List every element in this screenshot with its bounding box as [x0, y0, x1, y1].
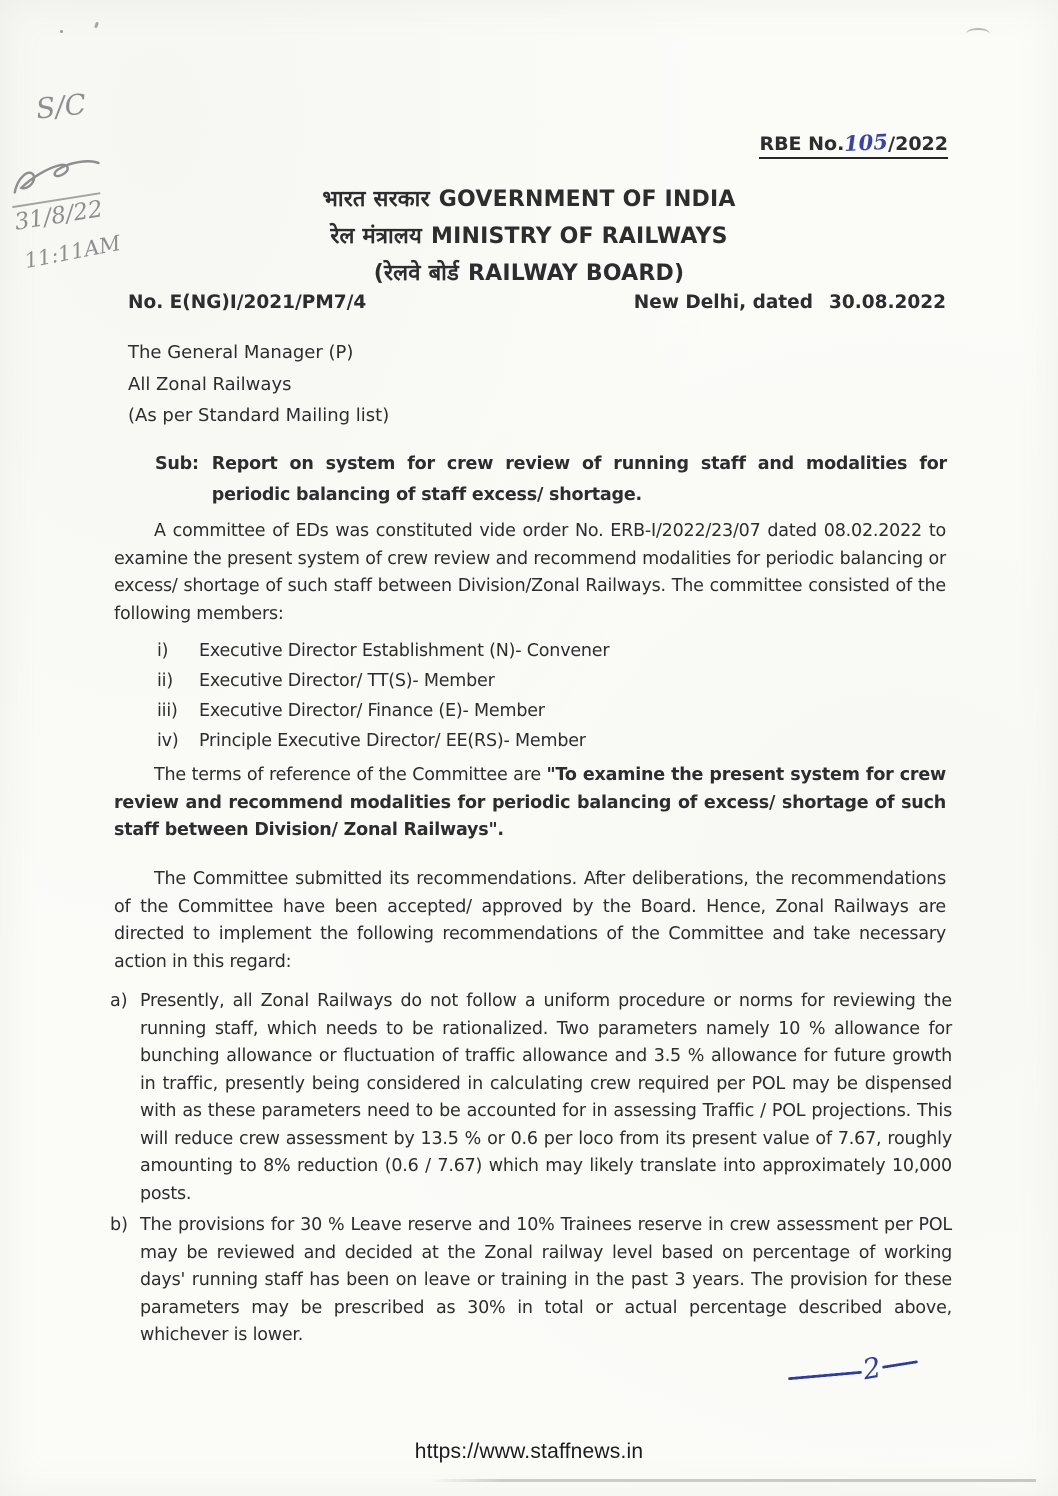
- paragraph-committee-constituted: A committee of EDs was constituted vide order No. ERB-I/2022/23/07 dated 08.02.2022 to examine the present system of crew review and recommend modalities for periodic balancing or excess/ shortage of such staff between Division/Zonal Railways. The committee consisted of the following members:: [114, 521, 946, 624]
- handwritten-page-number: [788, 1352, 918, 1385]
- ministry-of-railways-english: MINISTRY OF RAILWAYS: [430, 224, 728, 249]
- letter-date: 30.08.2022: [828, 292, 946, 313]
- scan-artifact-line: [430, 1479, 1036, 1482]
- place-dated: New Delhi, dated: [633, 292, 813, 313]
- member-item: [157, 726, 609, 756]
- handwritten-sc-mark: S/C: [34, 87, 88, 126]
- recommendation-label: b): [110, 1215, 128, 1235]
- page-marker-dash: [882, 1360, 918, 1369]
- recommendation-label: a): [110, 991, 128, 1011]
- reference-row: [128, 292, 946, 313]
- page-number-digit: 2: [860, 1350, 884, 1387]
- addressee-block: [128, 337, 389, 432]
- handwritten-date: 31/8/22: [12, 192, 104, 236]
- recommendation-item-b: [110, 1212, 952, 1350]
- terms-intro: The terms of reference of the Committee are: [154, 765, 547, 785]
- railway-board-hindi: (रेलवे बोर्ड: [373, 261, 460, 286]
- rbe-number: [759, 130, 948, 159]
- scan-artifact-curve: [966, 28, 990, 40]
- committee-members-list: [157, 636, 609, 756]
- member-item: [157, 636, 609, 666]
- terms-quote: "To examine the present system for crew review and recommend modalities for periodic balancing of excess/ shortage of such staff between Division/ Zonal Railways".: [114, 765, 946, 840]
- ministry-of-railways-hindi: रेल मंत्रालय: [330, 224, 422, 249]
- member-item: [157, 696, 609, 726]
- rbe-handwritten-number: 105: [843, 128, 889, 157]
- letterhead: [0, 181, 1058, 292]
- member-text: Executive Director Establishment (N)- Convener: [199, 641, 610, 661]
- member-item: [157, 666, 609, 696]
- footer-url: https://www.staffnews.in: [414, 1440, 644, 1463]
- scan-artifact-dot: [94, 22, 99, 29]
- place-and-date: [634, 292, 946, 313]
- letterhead-line-2: [0, 218, 1058, 255]
- recommendation-item-a: [110, 988, 952, 1208]
- letterhead-line-1: [0, 181, 1058, 218]
- rbe-prefix: RBE No.: [759, 133, 845, 155]
- letter-number: No. E(NG)I/2021/PM7/4: [128, 292, 367, 313]
- member-text: Principle Executive Director/ EE(RS)- Member: [199, 731, 586, 751]
- member-number: iv): [157, 731, 179, 751]
- letterhead-line-3: [0, 255, 1058, 292]
- addressee-line: All Zonal Railways: [128, 373, 292, 395]
- paragraph-recommendations-accepted: The Committee submitted its recommendations. After deliberations, the recommendations of the Committee have been accepted/ approved by the Board. Hence, Zonal Railways are directed to implement the following recommendations of the Committee and take necessary action in this regard:: [114, 869, 946, 972]
- member-text: Executive Director/ TT(S)- Member: [199, 671, 495, 691]
- subject-block: [155, 449, 947, 511]
- govt-of-india-hindi: भारत सरकार: [322, 187, 430, 212]
- member-text: Executive Director/ Finance (E)- Member: [199, 701, 545, 721]
- member-number: i): [157, 641, 169, 661]
- scan-artifact-dot: [60, 30, 63, 33]
- recommendation-text: Presently, all Zonal Railways do not follow a uniform procedure or norms for reviewing the running staff, which needs to be rationalized. Two parameters namely 10 % allowance for bunching allowance or fluctuation of traffic allowance and 3.5 % allowance for future growth in traffic, presently being considered in calculating crew required per POL may be dispensed with as these parameters need to be accounted for in assessing Traffic / POL projections. This will reduce crew assessment by 13.5 % or 0.6 per loco from its present value of 7.67, roughly amounting to 8% reduction (0.6 / 7.67) which may likely translate into approximately 10,000 posts.: [140, 991, 952, 1204]
- addressee-line: The General Manager (P): [128, 342, 354, 363]
- govt-of-india-english: GOVERNMENT OF INDIA: [438, 187, 736, 212]
- member-number: iii): [157, 701, 178, 721]
- subject-label: Sub:: [155, 454, 199, 474]
- recommendation-text: The provisions for 30 % Leave reserve and 10% Trainees reserve in crew assessment per POL may be reviewed and decided at the Zonal railway level based on percentage of working days' running staff has been on leave or training in the past 3 years. The provision for these parameters may be prescribed as 30% in total or actual percentage described above, whichever is lower.: [140, 1215, 952, 1345]
- page-marker-dash: [788, 1371, 862, 1380]
- handwritten-time: 11:11AM: [22, 230, 123, 274]
- subject-text: Report on system for crew review of running staff and modalities for periodic balancing of staff excess/ shortage.: [211, 454, 947, 505]
- addressee-line: (As per Standard Mailing list): [128, 405, 390, 426]
- paragraph-terms-of-reference: [114, 762, 946, 845]
- member-number: ii): [157, 671, 173, 691]
- rbe-suffix: /2022: [888, 133, 948, 155]
- railway-board-english: RAILWAY BOARD): [468, 261, 685, 286]
